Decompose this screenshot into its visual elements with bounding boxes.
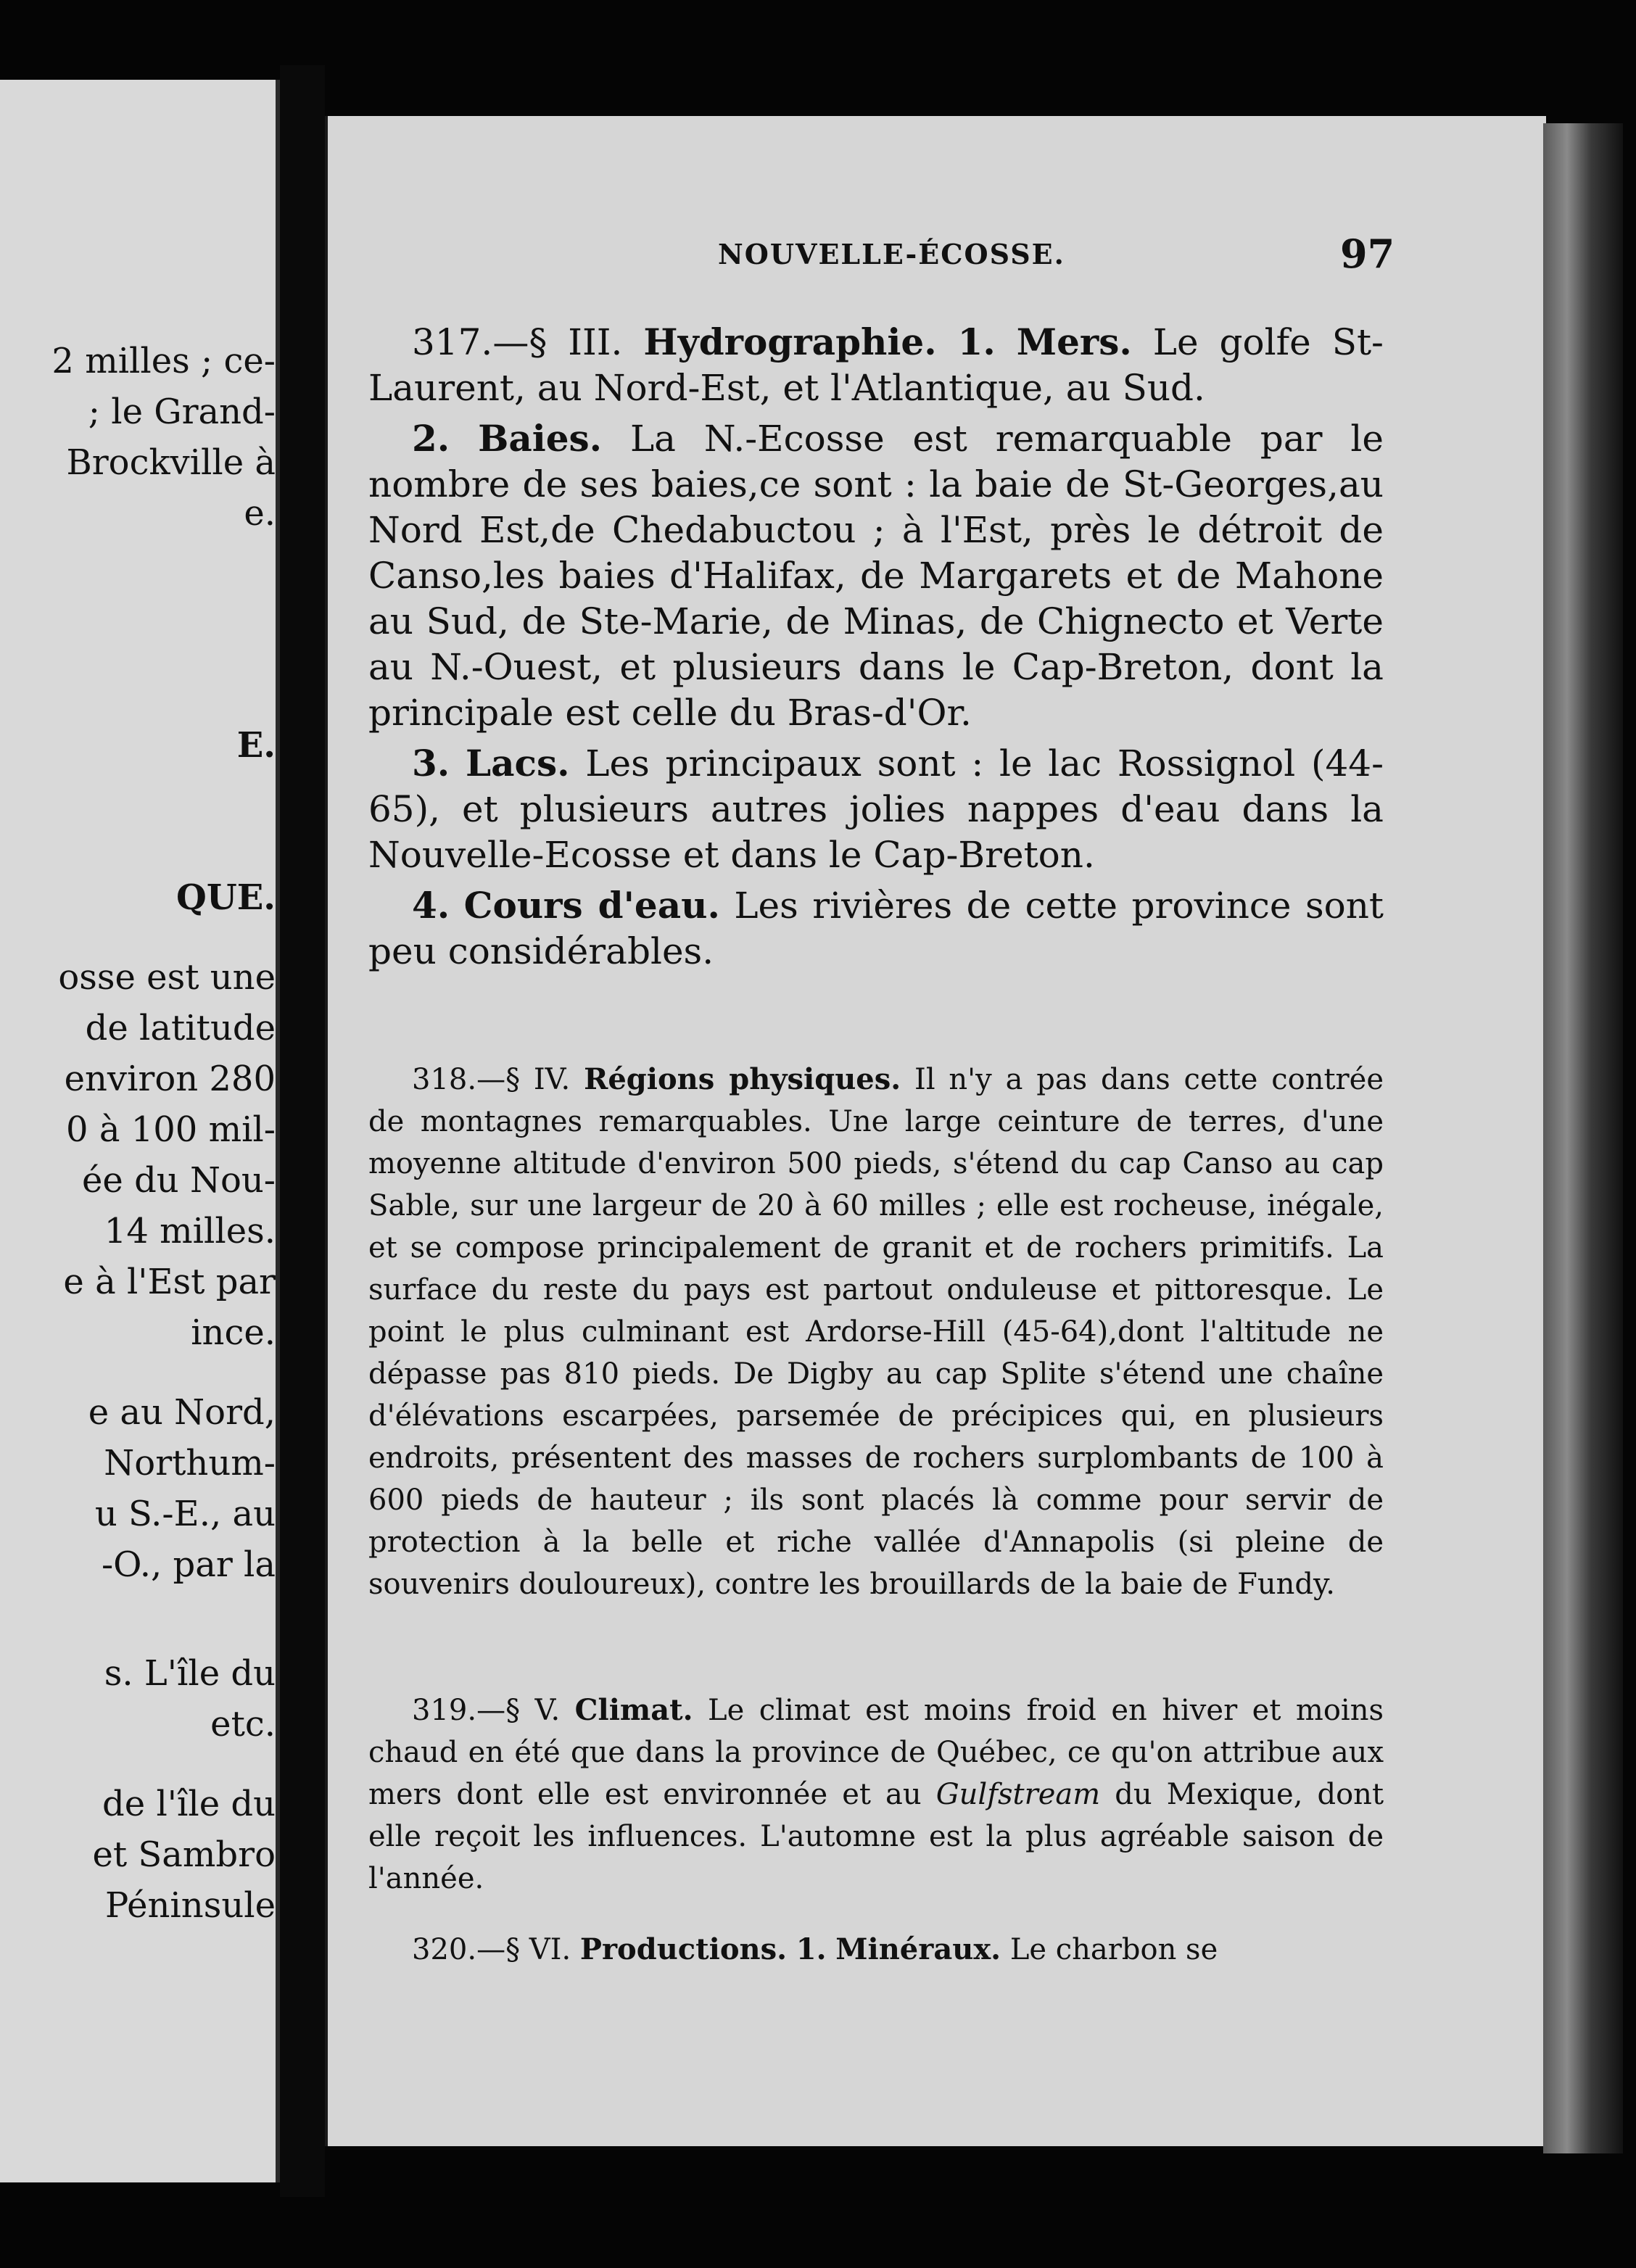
left-page-line: et Sambro xyxy=(92,1834,276,1875)
left-page xyxy=(0,80,280,2182)
left-page-line: Péninsule xyxy=(104,1885,276,1926)
left-page-line: 14 milles. xyxy=(104,1211,276,1251)
left-page-line: etc. xyxy=(210,1704,276,1745)
page-number: 97 xyxy=(1340,231,1395,277)
section-heading: Productions. xyxy=(579,1932,788,1966)
left-page-line: e à l'Est par xyxy=(63,1262,276,1302)
paragraph-text: Le golfe St-Laurent, au Nord-Est, et l'Atlantique, au Sud. xyxy=(368,321,1384,409)
left-page-line: QUE. xyxy=(176,877,276,918)
paragraph-320: 320.—§ VI. Productions. 1. Minéraux. Le charbon se xyxy=(412,1932,1218,1966)
left-page-line: -O., par la xyxy=(101,1544,276,1585)
subheading-cours-deau: Cours d'eau. xyxy=(463,884,720,927)
paragraph-text: Il n'y a pas dans cette contrée de montagnes remarquables. Une large ceinture de terres, d'une moyenne altitude d'environ 500 pieds, s'étend du cap Canso au cap Sable, sur une largeur de 20 à 60 milles ; elle est rocheuse, inégale, et se compose principalement de granit et de rochers primitifs. La surface du reste du pays est partout onduleuse et pittoresque. Le point le plus culminant est Ardorse-Hill (45-64),dont l'altitude ne dépasse pas 810 pieds. De Digby au cap Splite s'étend une chaîne d'élévations escarpées, parsemée de précipices qui, en plusieurs endroits, présentent des masses de rochers surplombants de 100 à 600 pieds de hauteur ; ils sont placés là comme pour servir de protection à la belle et riche vallée d'Annapolis (si pleine de souvenirs douloureux), contre les brouillards de la baie de Fundy. xyxy=(368,1063,1384,1601)
left-page-line: osse est une xyxy=(58,957,276,998)
section-320 xyxy=(368,1929,1384,1971)
subheading-mers: Mers. xyxy=(1016,320,1132,363)
subheading-baies: Baies. xyxy=(478,417,603,460)
paragraph-317-baies: 2. Baies. La N.-Ecosse est remarquable par le nombre de ses baies,ce sont : la baie de St-Georges,au Nord Est,de Chedabuctou ; à l'Est, près le détroit de Canso,les baies d'Halifax, de Margarets et de Mahone au Sud, de Ste-Marie, de Minas, de Chignecto et Verte au N.-Ouest, et plusieurs dans le Cap-Breton, dont la principale est celle du Bras-d'Or. xyxy=(368,417,1384,734)
paragraph-text: Les rivières de cette province sont peu considérables. xyxy=(368,885,1384,972)
left-page-line: ée du Nou- xyxy=(82,1160,276,1201)
left-page-line: E. xyxy=(236,725,276,766)
section-318 xyxy=(368,1059,1384,1605)
subheading-mineraux: Minéraux. xyxy=(835,1932,1001,1966)
paragraph-text: Le charbon se xyxy=(1009,1933,1218,1966)
section-heading: Climat. xyxy=(574,1693,693,1727)
left-page-line: u S.-E., au xyxy=(94,1494,276,1534)
paragraph-text: La N.-Ecosse est remarquable par le nombre de ses baies,ce sont : la baie de St-Georges,au Nord Est,de Chedabuctou ; à l'Est, près le détroit de Canso,les baies d'Halifax, de Margarets et de Mahone au Sud, de Ste-Marie, de Minas, de Chignecto et Verte au N.-Ouest, et plusieurs dans le Cap-Breton, dont la principale est celle du Bras-d'Or. xyxy=(368,418,1384,734)
gulfstream-term: Gulfstream xyxy=(935,1778,1101,1811)
section-number: 318.—§ IV. xyxy=(412,1063,571,1096)
left-page-line: s. L'île du xyxy=(104,1653,276,1694)
left-page-line: ince. xyxy=(191,1312,276,1353)
left-page-line: environ 280 xyxy=(64,1059,276,1099)
paragraph-text: Le climat est moins froid en hiver et moins chaud en été que dans la province de Québec, ce qu'on attribue aux mers dont elle est environnée et au xyxy=(368,1694,1384,1811)
section-319 xyxy=(368,1689,1384,1900)
subheading-lacs: Lacs. xyxy=(465,742,570,785)
paragraph-text: Les principaux sont : le lac Rossignol (44-65), et plusieurs autres jolies nappes d'eau dans la Nouvelle-Ecosse et dans le Cap-Breton. xyxy=(368,742,1384,876)
section-number: 317.—§ III. xyxy=(412,321,623,363)
left-page-line: Brockville à xyxy=(66,442,276,483)
left-page-line: Northum- xyxy=(104,1443,276,1483)
paragraph-317-lacs: 3. Lacs. Les principaux sont : le lac Rossignol (44-65), et plusieurs autres jolies nappes d'eau dans la Nouvelle-Ecosse et dans le Cap-Breton. xyxy=(368,742,1384,876)
section-number: 319.—§ V. xyxy=(412,1694,561,1727)
left-page-line: ; le Grand- xyxy=(88,392,276,432)
paragraph-317-mers: 317.—§ III. Hydrographie. 1. Mers. Le golfe St-Laurent, au Nord-Est, et l'Atlantique, au Sud. xyxy=(368,320,1384,409)
left-page-line: de l'île du xyxy=(102,1784,276,1824)
section-heading: Régions physiques. xyxy=(584,1062,901,1096)
page-edges xyxy=(1543,123,1623,2153)
book-gutter xyxy=(280,65,325,2197)
paragraph-319 xyxy=(368,1689,1384,1900)
section-317 xyxy=(368,319,1384,974)
paragraph-317-cours-deau: 4. Cours d'eau. Les rivières de cette province sont peu considérables. xyxy=(368,884,1384,972)
paragraph-text: du Mexique, dont elle reçoit les influences. L'automne est la plus agréable saison de l'année. xyxy=(368,1778,1384,1895)
left-page-line: e. xyxy=(244,493,276,534)
left-page-line: 2 milles ; ce- xyxy=(51,341,276,381)
left-page-line: de latitude xyxy=(85,1008,276,1048)
running-head: NOUVELLE-ÉCOSSE. xyxy=(718,238,1065,270)
section-heading: Hydrographie. xyxy=(643,320,937,363)
left-page-line: e au Nord, xyxy=(88,1392,276,1433)
section-number: 320.—§ VI. xyxy=(412,1933,571,1966)
left-page-line: 0 à 100 mil- xyxy=(66,1109,276,1150)
paragraph-318 xyxy=(368,1059,1384,1605)
